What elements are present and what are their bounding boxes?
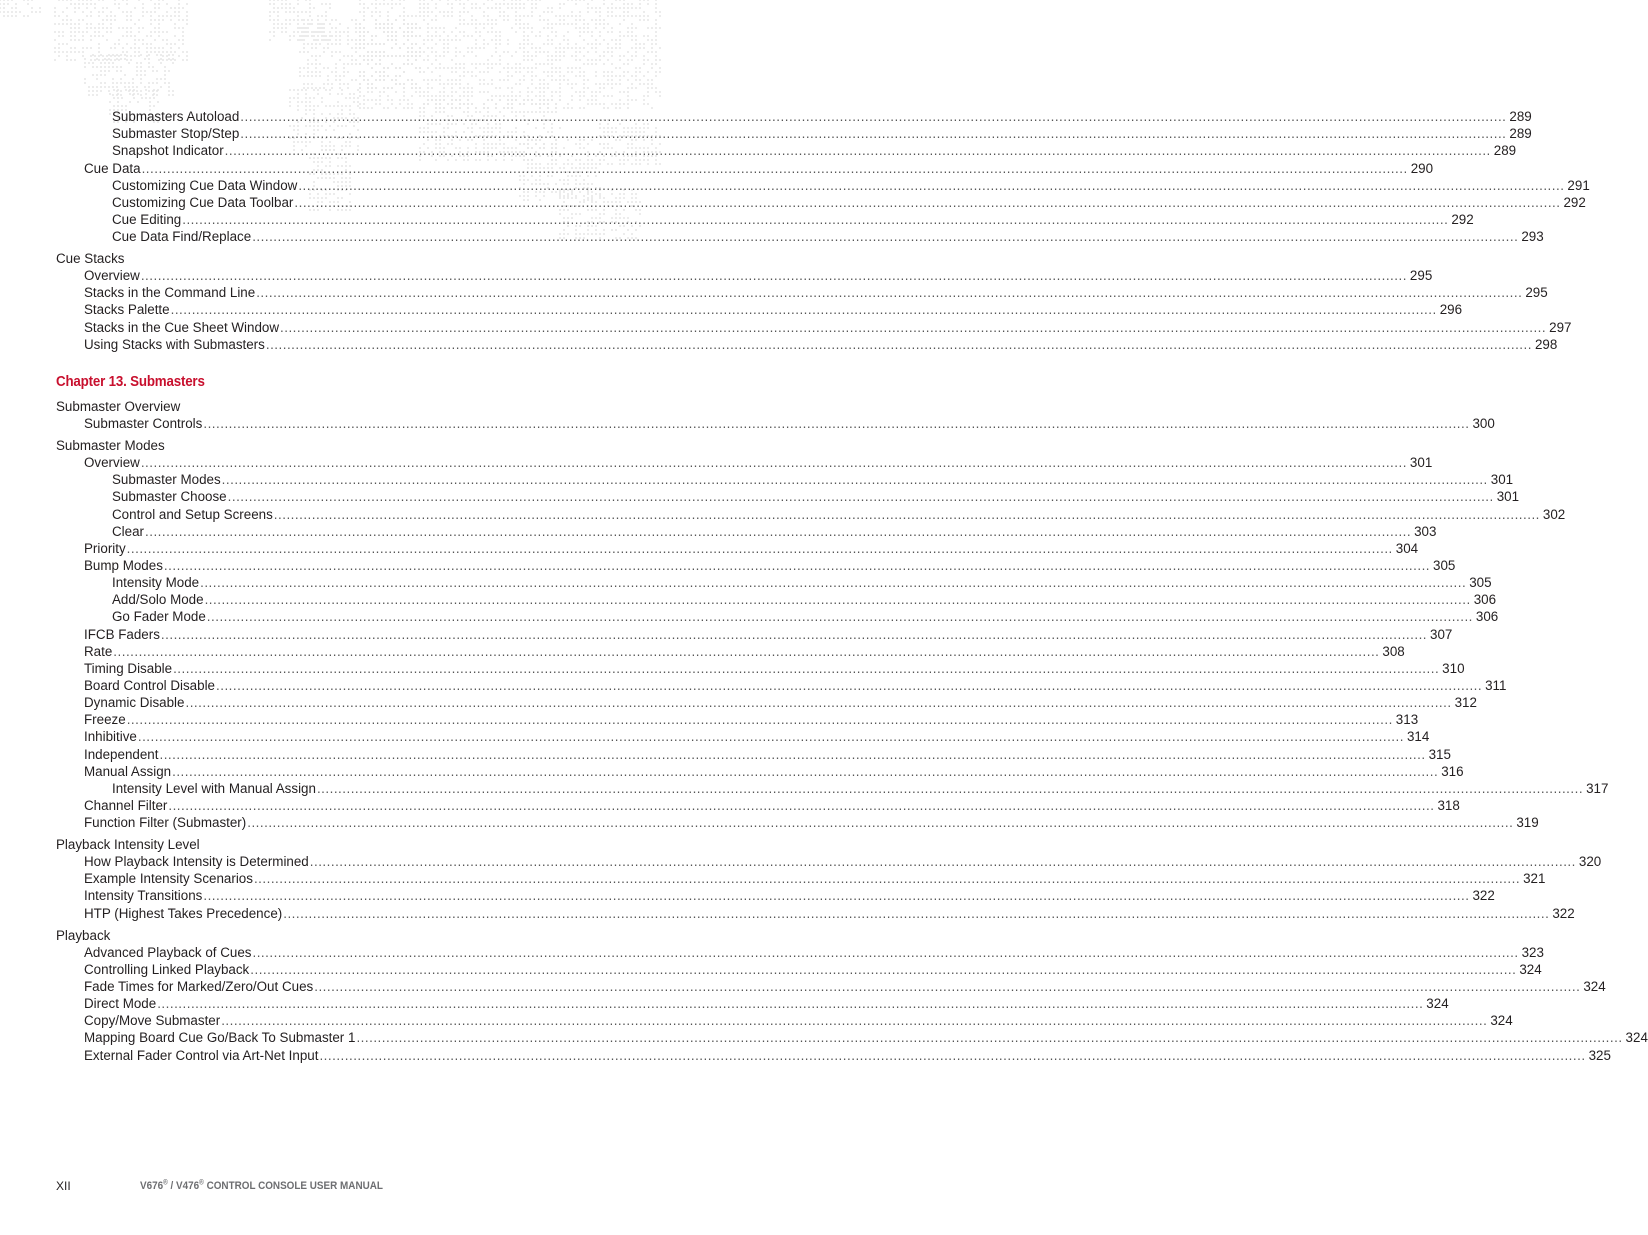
toc-entry-page-number: 324 <box>1519 962 1542 977</box>
dot-leader: ............................................................................................................................................................................................................................................................................................................ <box>221 1013 1488 1028</box>
toc-line <box>0 557 1456 574</box>
toc-entry[interactable] <box>112 108 1532 125</box>
toc-entry-page-number: 306 <box>1475 609 1499 624</box>
dot-leader: ............................................................................................................................................................................................................................................................................................................ <box>253 871 1521 886</box>
toc-entry[interactable] <box>84 284 1548 301</box>
toc-entry-title: Advanced Playback of Cues <box>84 945 252 960</box>
toc-entry[interactable] <box>84 905 1575 922</box>
toc-line <box>0 763 1464 780</box>
section-heading[interactable]: Playback <box>56 928 111 943</box>
toc-entry[interactable] <box>84 995 1449 1012</box>
toc-entry[interactable] <box>84 763 1464 780</box>
toc-entry-page-number: 317 <box>1586 781 1609 796</box>
toc-line <box>0 853 1602 870</box>
dot-leader: ............................................................................................................................................................................................................................................................................................................ <box>204 592 1471 607</box>
toc-line <box>0 887 1495 904</box>
toc-entry-title: Function Filter (Submaster) <box>84 815 247 830</box>
toc-entry-title: IFCB Faders <box>84 627 160 642</box>
dot-leader: ............................................................................................................................................................................................................................................................................................................ <box>140 268 1407 283</box>
toc-entry-page-number: 301 <box>1496 489 1520 504</box>
toc-entry[interactable] <box>84 301 1463 318</box>
footer-page-number: XII <box>56 1179 71 1193</box>
section-heading[interactable]: Cue Stacks <box>56 251 125 266</box>
dot-leader: ............................................................................................................................................................................................................................................................................................................ <box>159 747 1426 762</box>
toc-entry-title: How Playback Intensity is Determined <box>84 854 309 869</box>
toc-entry[interactable] <box>84 694 1477 711</box>
toc-entry-page-number: 302 <box>1542 507 1566 522</box>
toc-entry-title: Go Fader Mode <box>112 609 206 624</box>
toc-entry-page-number: 324 <box>1583 979 1606 994</box>
toc-entry-page-number: 311 <box>1485 678 1507 693</box>
toc-entry-title: Cue Editing <box>112 212 182 227</box>
toc-entry-page-number: 307 <box>1430 627 1453 642</box>
toc-entry[interactable] <box>84 944 1544 961</box>
toc-line <box>0 177 1590 194</box>
dot-leader: ............................................................................................................................................................................................................................................................................................................ <box>252 229 1519 244</box>
dot-leader: ............................................................................................................................................................................................................................................................................................................ <box>240 109 1507 124</box>
toc-entry-page-number: 289 <box>1493 143 1517 158</box>
toc-entry-title: Using Stacks with Submasters <box>84 337 265 352</box>
toc-line <box>0 267 1433 284</box>
dot-leader: ............................................................................................................................................................................................................................................................................................................ <box>298 178 1565 193</box>
toc-entry-title: Inhibitive <box>84 729 137 744</box>
dot-leader: ............................................................................................................................................................................................................................................................................................................ <box>240 126 1507 141</box>
dot-leader: ............................................................................................................................................................................................................................................................................................................ <box>185 695 1452 710</box>
dot-leader: ............................................................................................................................................................................................................................................................................................................ <box>227 489 1494 504</box>
toc-entry[interactable] <box>84 160 1434 177</box>
toc-line <box>0 488 1520 505</box>
toc-line <box>0 540 1419 557</box>
toc-line <box>0 574 1492 591</box>
toc-line <box>0 1047 1611 1064</box>
toc-line <box>0 608 1499 625</box>
toc-line <box>0 284 1548 301</box>
dot-leader: ............................................................................................................................................................................................................................................................................................................ <box>265 337 1532 352</box>
toc-line <box>0 194 1586 211</box>
toc-entry[interactable] <box>84 267 1433 284</box>
toc-entry-page-number: 315 <box>1428 747 1451 762</box>
toc-entry-title: Cue Data Find/Replace <box>112 229 252 244</box>
toc-entry[interactable] <box>84 626 1453 643</box>
dot-leader: ............................................................................................................................................................................................................................................................................................................ <box>141 161 1408 176</box>
toc-entry-page-number: 318 <box>1437 798 1460 813</box>
dot-leader: ............................................................................................................................................................................................................................................................................................................ <box>168 798 1435 813</box>
toc-entry-page-number: 310 <box>1442 661 1465 676</box>
toc-entry-title: Control and Setup Screens <box>112 507 273 522</box>
toc-line <box>0 694 1477 711</box>
toc-line <box>0 228 1544 245</box>
toc-entry-page-number: 323 <box>1521 945 1544 960</box>
toc-entry-page-number: 320 <box>1578 854 1602 869</box>
toc-entry[interactable] <box>112 506 1566 523</box>
toc-line <box>0 660 1465 677</box>
toc-entry-page-number: 305 <box>1433 558 1456 573</box>
toc-entry-page-number: 289 <box>1509 109 1532 124</box>
toc-entry-page-number: 325 <box>1588 1048 1611 1063</box>
toc-entry-title: Overview <box>84 268 140 283</box>
toc-entry[interactable] <box>84 660 1465 677</box>
toc-entry[interactable] <box>84 711 1419 728</box>
registered-mark: ® <box>163 1179 168 1187</box>
toc-entry-title: Cue Data <box>84 161 141 176</box>
toc-entry[interactable] <box>84 978 1606 995</box>
toc-entry[interactable] <box>112 523 1437 540</box>
toc-entry-page-number: 292 <box>1563 195 1586 210</box>
toc-entry[interactable] <box>84 961 1542 978</box>
toc-entry[interactable] <box>84 677 1507 694</box>
dot-leader: ............................................................................................................................................................................................................................................................................................................ <box>206 609 1473 624</box>
toc-entry-title: Rate <box>84 644 113 659</box>
dot-leader: ............................................................................................................................................................................................................................................................................................................ <box>203 416 1470 431</box>
toc-entry-title: Intensity Mode <box>112 575 200 590</box>
toc-entry-title: Customizing Cue Data Toolbar <box>112 195 294 210</box>
dot-leader: ............................................................................................................................................................................................................................................................................................................ <box>314 979 1581 994</box>
toc-entry-page-number: 322 <box>1552 906 1575 921</box>
toc-line <box>0 471 1514 488</box>
toc-entry[interactable] <box>112 194 1586 211</box>
toc-entry[interactable] <box>84 336 1558 353</box>
toc-entry-title: Channel Filter <box>84 798 168 813</box>
toc-entry-page-number: 297 <box>1549 320 1572 335</box>
dot-leader: ............................................................................................................................................................................................................................................................................................................ <box>256 285 1523 300</box>
toc-entry-title: Timing Disable <box>84 661 173 676</box>
toc-entry[interactable] <box>112 591 1497 608</box>
toc-line <box>0 797 1460 814</box>
toc-line <box>0 780 1609 797</box>
toc-line <box>0 626 1453 643</box>
toc-line <box>0 336 1558 353</box>
toc-line <box>0 978 1606 995</box>
toc-entry-title: Submaster Choose <box>112 489 227 504</box>
dot-leader: ............................................................................................................................................................................................................................................................................................................ <box>145 524 1412 539</box>
toc-entry[interactable] <box>84 870 1546 887</box>
dot-leader: ............................................................................................................................................................................................................................................................................................................ <box>283 906 1550 921</box>
toc-entry-page-number: 303 <box>1414 524 1437 539</box>
toc-entry-page-number: 324 <box>1625 1030 1648 1045</box>
dot-leader: ............................................................................................................................................................................................................................................................................................................ <box>356 1030 1623 1045</box>
toc-entry[interactable] <box>84 797 1460 814</box>
toc-entry-page-number: 295 <box>1409 268 1433 283</box>
toc-entry-title: Priority <box>84 541 126 556</box>
toc-line <box>0 643 1405 660</box>
toc-entry[interactable] <box>112 780 1609 797</box>
toc-line <box>0 1029 1648 1046</box>
toc-entry-title: Clear <box>112 524 144 539</box>
toc-entry-page-number: 292 <box>1451 212 1474 227</box>
toc-entry-title: Direct Mode <box>84 996 157 1011</box>
footer-manual-title <box>140 1179 383 1193</box>
dot-leader: ............................................................................................................................................................................................................................................................................................................ <box>163 558 1431 573</box>
toc-entry[interactable] <box>84 415 1495 432</box>
toc-entry-page-number: 301 <box>1490 472 1514 487</box>
toc-entry-title: Overview <box>84 455 140 470</box>
toc-entry-title: Stacks in the Cue Sheet Window <box>84 320 280 335</box>
toc-entry-page-number: 296 <box>1439 302 1463 317</box>
toc-line <box>0 870 1546 887</box>
toc-entry[interactable] <box>84 643 1405 660</box>
dot-leader: ............................................................................................................................................................................................................................................................................................................ <box>126 541 1393 556</box>
dot-leader: ............................................................................................................................................................................................................................................................................................................ <box>173 661 1440 676</box>
toc-entry-title: Stacks in the Command Line <box>84 285 256 300</box>
dot-leader: ............................................................................................................................................................................................................................................................................................................ <box>140 455 1407 470</box>
section-heading[interactable]: Submaster Modes <box>56 438 165 453</box>
toc-entry-page-number: 293 <box>1521 229 1544 244</box>
toc-entry-title: Submasters Autoload <box>112 109 240 124</box>
toc-line <box>0 711 1419 728</box>
toc-entry[interactable] <box>84 746 1451 763</box>
chapter-heading: Chapter 13. Submasters <box>56 374 205 390</box>
toc-line <box>0 108 1532 125</box>
dot-leader: ............................................................................................................................................................................................................................................................................................................ <box>172 764 1439 779</box>
toc-entry-page-number: 298 <box>1534 337 1558 352</box>
dot-leader: ............................................................................................................................................................................................................................................................................................................ <box>273 507 1540 522</box>
toc-entry[interactable] <box>112 142 1517 159</box>
toc-line <box>0 961 1542 978</box>
toc-entry-page-number: 301 <box>1409 455 1433 470</box>
toc-entry[interactable] <box>84 540 1419 557</box>
dot-leader: ............................................................................................................................................................................................................................................................................................................ <box>203 888 1470 903</box>
footer-title-part: V676 <box>140 1180 164 1192</box>
footer-title-part: / V476 <box>167 1180 200 1192</box>
toc-entry-title: Submaster Controls <box>84 416 203 431</box>
toc-entry-page-number: 295 <box>1525 285 1548 300</box>
toc-entry-title: Dynamic Disable <box>84 695 185 710</box>
dot-leader: ............................................................................................................................................................................................................................................................................................................ <box>170 302 1437 317</box>
toc-entry-title: Add/Solo Mode <box>112 592 204 607</box>
toc-entry[interactable] <box>84 1012 1513 1029</box>
dot-leader: ............................................................................................................................................................................................................................................................................................................ <box>250 962 1517 977</box>
toc-line <box>0 506 1566 523</box>
dot-leader: ............................................................................................................................................................................................................................................................................................................ <box>294 195 1561 210</box>
toc-entry-title: External Fader Control via Art-Net Input <box>84 1048 319 1063</box>
toc-entry-page-number: 308 <box>1382 644 1405 659</box>
toc-line <box>0 728 1430 745</box>
toc-entry-title: Fade Times for Marked/Zero/Out Cues <box>84 979 314 994</box>
dot-leader: ............................................................................................................................................................................................................................................................................................................ <box>182 212 1449 227</box>
toc-line <box>0 995 1449 1012</box>
toc-entry-page-number: 324 <box>1490 1013 1513 1028</box>
toc-entry[interactable] <box>84 1047 1611 1064</box>
registered-mark: ® <box>199 1179 204 1187</box>
toc-line <box>0 301 1463 318</box>
toc-entry[interactable] <box>112 608 1499 625</box>
toc-entry[interactable] <box>112 471 1514 488</box>
toc-entry-title: Mapping Board Cue Go/Back To Submaster 1 <box>84 1030 356 1045</box>
toc-entry-title: Submaster Stop/Step <box>112 126 240 141</box>
dot-leader: ............................................................................................................................................................................................................................................................................................................ <box>113 644 1380 659</box>
toc-entry-title: Bump Modes <box>84 558 163 573</box>
toc-line <box>0 1012 1513 1029</box>
toc-line <box>0 591 1497 608</box>
toc-entry-page-number: 319 <box>1516 815 1539 830</box>
dot-leader: ............................................................................................................................................................................................................................................................................................................ <box>200 575 1467 590</box>
toc-entry-page-number: 314 <box>1406 729 1430 744</box>
toc-line <box>0 814 1539 831</box>
toc-entry-page-number: 289 <box>1509 126 1532 141</box>
dot-leader: ............................................................................................................................................................................................................................................................................................................ <box>319 1048 1586 1063</box>
dot-leader: ............................................................................................................................................................................................................................................................................................................ <box>252 945 1519 960</box>
toc-entry-page-number: 324 <box>1426 996 1449 1011</box>
toc-entry-title: Controlling Linked Playback <box>84 962 250 977</box>
toc-entry-page-number: 313 <box>1395 712 1419 727</box>
dot-leader: ............................................................................................................................................................................................................................................................................................................ <box>280 320 1547 335</box>
toc-entry-title: HTP (Highest Takes Precedence) <box>84 906 283 921</box>
toc-entry-page-number: 291 <box>1567 178 1590 193</box>
toc-entry[interactable] <box>84 1029 1648 1046</box>
toc-line <box>0 454 1433 471</box>
toc-entry-page-number: 316 <box>1441 764 1464 779</box>
dot-leader: ............................................................................................................................................................................................................................................................................................................ <box>247 815 1514 830</box>
toc-entry-title: Intensity Transitions <box>84 888 203 903</box>
section-heading[interactable]: Submaster Overview <box>56 399 181 414</box>
toc-entry[interactable] <box>112 211 1474 228</box>
toc-entry-page-number: 300 <box>1472 416 1495 431</box>
toc-line <box>0 142 1517 159</box>
toc-line <box>0 905 1575 922</box>
toc-entry-title: Customizing Cue Data Window <box>112 178 298 193</box>
toc-entry-title: Copy/Move Submaster <box>84 1013 221 1028</box>
toc-line <box>0 415 1495 432</box>
dot-leader: ............................................................................................................................................................................................................................................................................................................ <box>160 627 1428 642</box>
toc-entry-page-number: 305 <box>1469 575 1492 590</box>
toc-entry-title: Board Control Disable <box>84 678 215 693</box>
toc-line <box>0 160 1434 177</box>
footer-title-part: CONTROL CONSOLE USER MANUAL <box>203 1180 383 1192</box>
toc-entry-page-number: 304 <box>1395 541 1419 556</box>
toc-entry[interactable] <box>84 853 1602 870</box>
toc-entry-title: Stacks Palette <box>84 302 170 317</box>
toc-entry[interactable] <box>112 228 1544 245</box>
dot-leader: ............................................................................................................................................................................................................................................................................................................ <box>221 472 1488 487</box>
dot-leader: ............................................................................................................................................................................................................................................................................................................ <box>224 143 1491 158</box>
toc-entry[interactable] <box>112 177 1590 194</box>
toc-entry-title: Snapshot Indicator <box>112 143 224 158</box>
toc-line <box>0 677 1507 694</box>
section-heading[interactable]: Playback Intensity Level <box>56 837 200 852</box>
toc-entry[interactable] <box>84 454 1433 471</box>
toc-line <box>0 319 1572 336</box>
toc-entry-title: Freeze <box>84 712 126 727</box>
toc-entry-page-number: 321 <box>1523 871 1546 886</box>
dot-leader: ............................................................................................................................................................................................................................................................................................................ <box>216 678 1483 693</box>
toc-entry-title: Independent <box>84 747 159 762</box>
toc-line <box>0 523 1437 540</box>
toc-entry-page-number: 312 <box>1454 695 1477 710</box>
dot-leader: ............................................................................................................................................................................................................................................................................................................ <box>157 996 1424 1011</box>
toc-entry-title: Example Intensity Scenarios <box>84 871 253 886</box>
toc-entry-page-number: 306 <box>1473 592 1497 607</box>
toc-line <box>0 211 1474 228</box>
toc-line <box>0 125 1532 142</box>
toc-entry-page-number: 322 <box>1472 888 1495 903</box>
toc-line <box>0 944 1544 961</box>
dot-leader: ............................................................................................................................................................................................................................................................................................................ <box>309 854 1576 869</box>
toc-entry-title: Submaster Modes <box>112 472 221 487</box>
toc-entry-title: Intensity Level with Manual Assign <box>112 781 316 796</box>
dot-leader: ............................................................................................................................................................................................................................................................................................................ <box>126 712 1393 727</box>
toc-entry-title: Manual Assign <box>84 764 172 779</box>
toc-entry[interactable] <box>84 814 1539 831</box>
toc-entry[interactable] <box>84 887 1495 904</box>
toc-line <box>0 746 1451 763</box>
toc-entry[interactable] <box>112 125 1532 142</box>
toc-entry[interactable] <box>84 319 1572 336</box>
toc-entry[interactable] <box>84 728 1430 745</box>
toc-entry[interactable] <box>112 574 1492 591</box>
toc-entry[interactable] <box>84 557 1456 574</box>
dot-leader: ............................................................................................................................................................................................................................................................................................................ <box>316 781 1584 796</box>
toc-entry-page-number: 290 <box>1410 161 1434 176</box>
dot-leader: ............................................................................................................................................................................................................................................................................................................ <box>137 729 1404 744</box>
toc-entry[interactable] <box>112 488 1520 505</box>
